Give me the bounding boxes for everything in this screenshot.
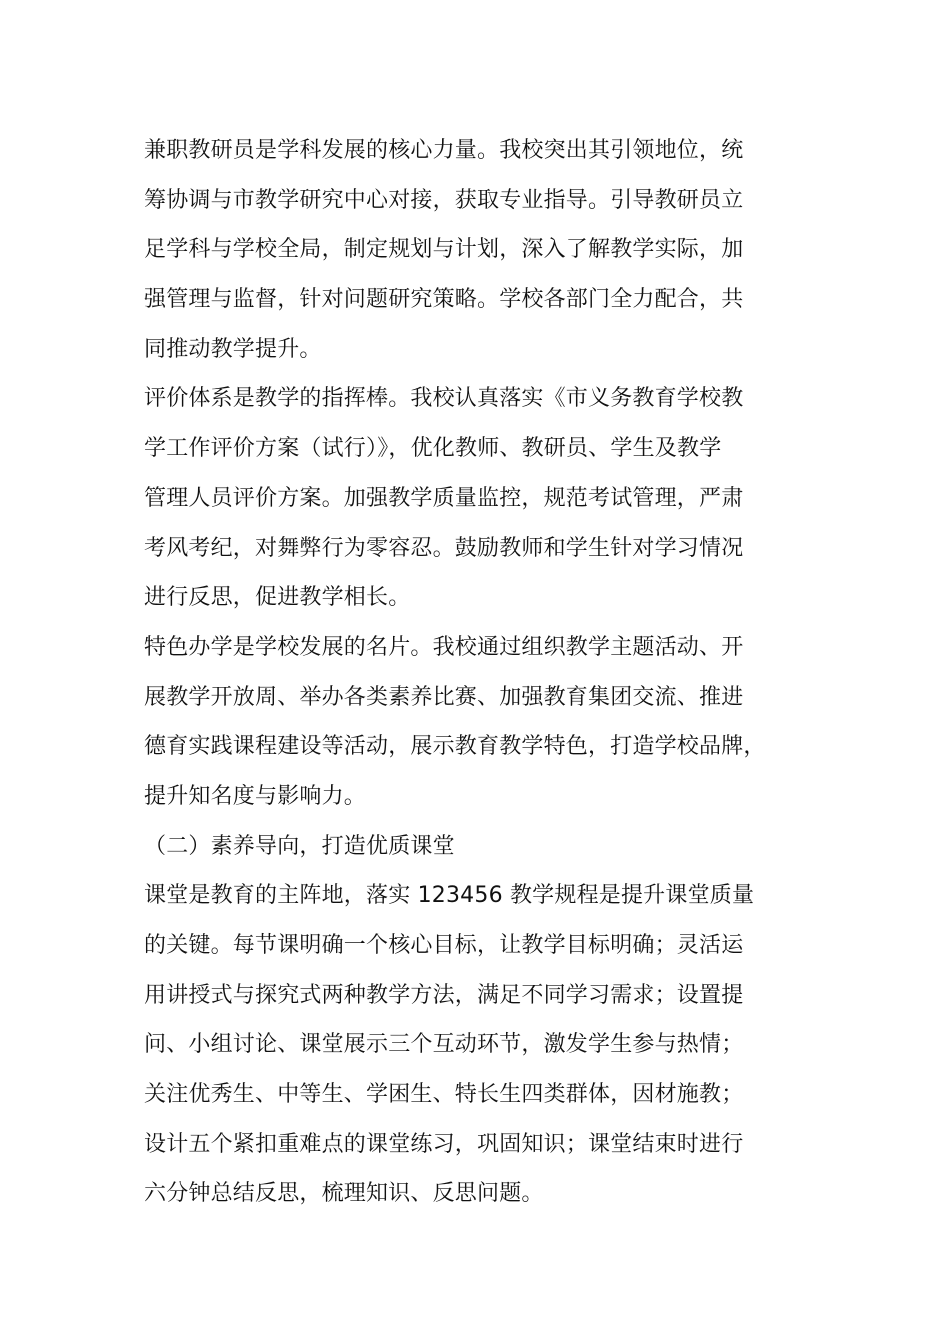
text-line: 提升知名度与影响力。 — [144, 783, 367, 809]
text-line: 进行反思，促进教学相长。 — [144, 585, 411, 611]
text-line: 足学科与学校全局，制定规划与计划，深入了解教学实际，加 — [144, 237, 744, 263]
text-line: 用讲授式与探究式两种教学方法，满足不同学习需求；设置提 — [144, 982, 744, 1008]
text-line: 强管理与监督，针对问题研究策略。学校各部门全力配合，共 — [144, 287, 744, 313]
text-line: 关注优秀生、中等生、学困生、特长生四类群体，因材施教； — [144, 1082, 744, 1108]
document-body — [144, 126, 812, 1219]
text-line: 设计五个紧扣重难点的课堂练习，巩固知识；课堂结束时进行 — [144, 1131, 744, 1157]
text-line: 学工作评价方案（试行）》，优化教师、教研员、学生及教学 — [144, 436, 722, 462]
text-line: 展教学开放周、举办各类素养比赛、加强教育集团交流、推进 — [144, 684, 744, 710]
section-heading — [144, 822, 812, 872]
text-line: 兼职教研员是学科发展的核心力量。我校突出其引领地位，统 — [144, 138, 744, 163]
text-line: 六分钟总结反思，梳理知识、反思问题。 — [144, 1181, 544, 1207]
text-line: 问、小组讨论、课堂展示三个互动环节，激发学生参与热情； — [144, 1032, 744, 1058]
section-heading-text: （二）素养导向，打造优质课堂 — [144, 833, 455, 859]
text-line: 德育实践课程建设等活动，展示教育教学特色，打造学校品牌， — [144, 734, 766, 760]
text-line: 特色办学是学校发展的名片。我校通过组织教学主题活动、开 — [144, 634, 744, 660]
text-line: 的关键。每节课明确一个核心目标，让教学目标明确；灵活运 — [144, 933, 744, 958]
text-line: 筹协调与市教学研究中心对接，获取专业指导。引导教研员立 — [144, 187, 744, 213]
text-line: 课堂是教育的主阵地，落实 123456 教学规程是提升课堂质量 — [144, 883, 755, 909]
paragraph-core-force — [144, 126, 812, 374]
paragraph-featured-schooling — [144, 623, 812, 822]
paragraph-classroom — [144, 871, 812, 1219]
text-line: 评价体系是教学的指挥棒。我校认真落实《市义务教育学校教 — [144, 386, 744, 412]
text-line: 同推动教学提升。 — [144, 336, 322, 362]
paragraph-evaluation-system — [144, 374, 812, 622]
text-line: 考风考纪，对舞弊行为零容忍。鼓励教师和学生针对学习情况 — [144, 535, 744, 561]
text-line: 管理人员评价方案。加强教学质量监控，规范考试管理，严肃 — [144, 485, 744, 511]
